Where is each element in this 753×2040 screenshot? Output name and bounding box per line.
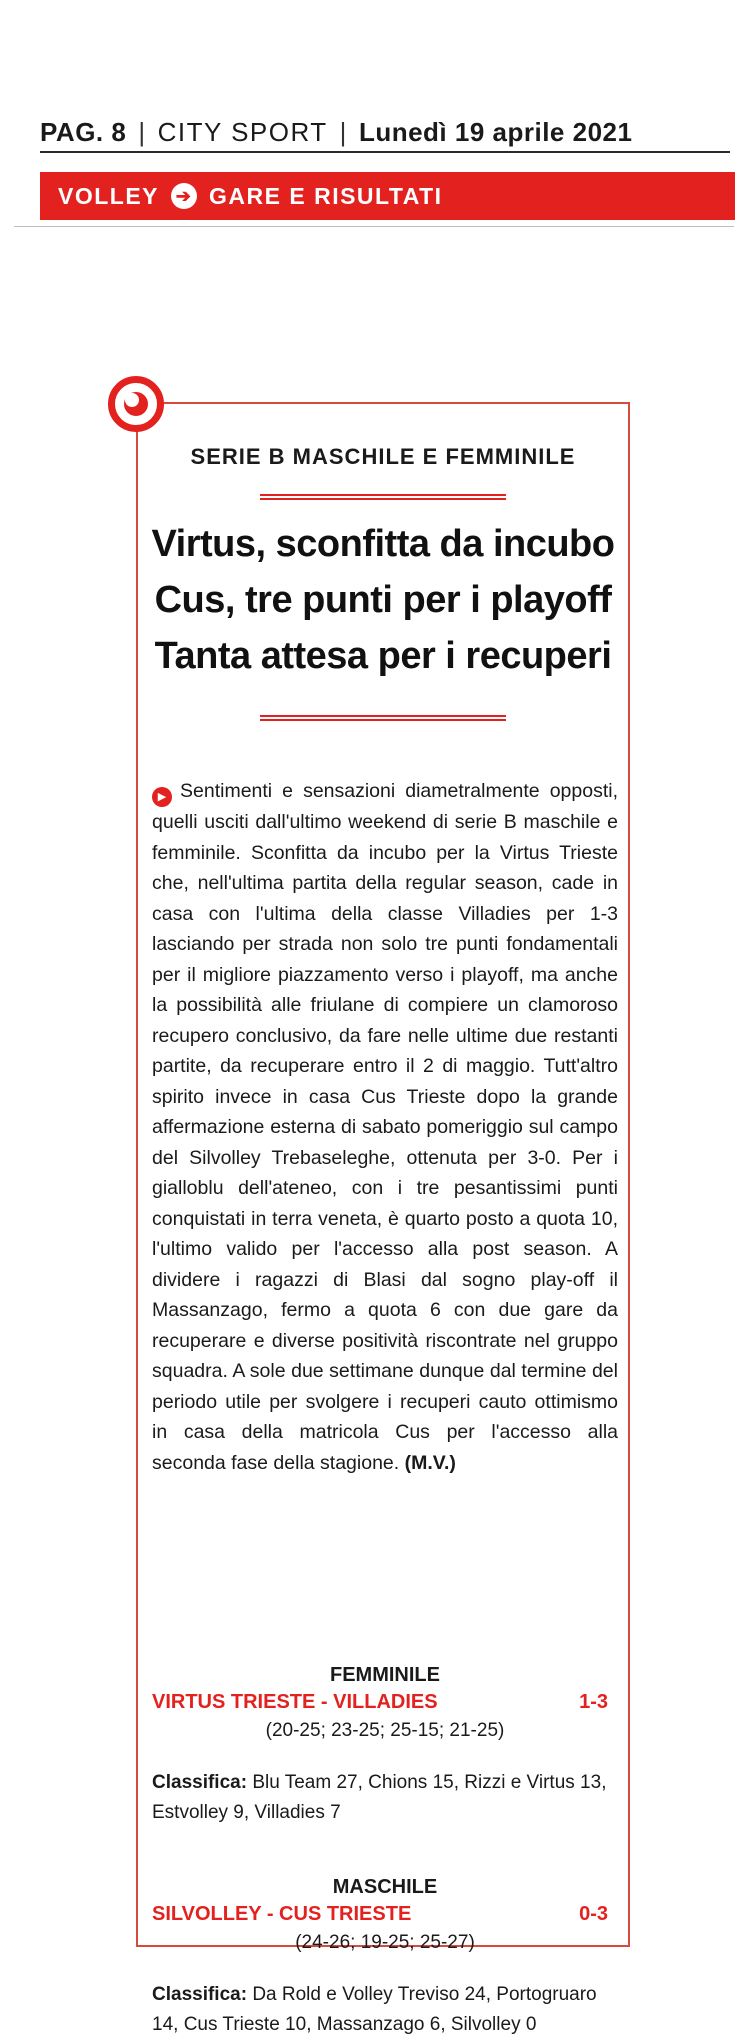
standings-text: Da Rold e Volley Treviso 24, Portogruaro 14, Cus Trieste 10, Massanzago 6, Silvolley 0	[152, 1984, 597, 2035]
arrow-right-icon: ➔	[171, 183, 197, 209]
publication-name: CITY SPORT	[157, 117, 328, 147]
standings-text: Blu Team 27, Chions 15, Rizzi e Virtus 13, Estvolley 9, Villadies 7	[152, 1772, 607, 1823]
category-label: FEMMINILE	[330, 1664, 440, 1686]
match-score: 1-3	[579, 1691, 608, 1713]
kicker-rule	[260, 494, 506, 500]
category-label: MASCHILE	[332, 1876, 438, 1898]
results-maschile	[152, 1874, 618, 2040]
article-headline	[138, 516, 628, 684]
article-box	[136, 402, 630, 2035]
match-row	[152, 1688, 618, 1716]
section-rule	[14, 226, 734, 227]
match-sets: (24-26; 19-25; 25-27)	[295, 1932, 475, 1953]
results-femminile	[152, 1662, 618, 1828]
header-rule	[40, 151, 730, 153]
standings	[152, 1980, 618, 2040]
headline-line: Cus, tre punti per i playoff	[154, 579, 612, 621]
author-signature: (M.V.)	[404, 1451, 456, 1474]
header-separator: |	[339, 117, 347, 147]
headline-line: Virtus, sconfitta da incubo	[151, 523, 615, 565]
section-sport: VOLLEY	[58, 182, 160, 209]
results-section	[152, 1662, 618, 2040]
header-separator: |	[138, 117, 146, 147]
article-body-text: Sentimenti e sensazioni diametralmente opposti, quelli usciti dall'ultimo weekend di serie B maschile e femminile. Sconfitta da incubo per la Virtus Trieste che, nell'ultima partita della regular season, cade in casa con l'ultima della classe Villadies per 1-3 lasciando per strada non solo tre punti fondamentali per il migliore piazzamento verso i playoff, ma anche la possibilità alle friulane di compiere un clamoroso recupero conclusivo, da fare nelle ultime due restanti partite, da recuperare entro il 2 di maggio. Tutt'altro spirito invece in casa Cus Trieste dopo la grande affermazione esterna di sabato pomeriggio sul campo del Silvolley Trebaseleghe, ottenuta per 3-0. Per i gialloblu dell'ateneo, con i tre pesantissimi punti conquistati in terra veneta, è quarto posto a quota 10, l'ultimo valido per l'accesso alla post season. A dividere i ragazzi di Blasi dal sogno play-off il Massanzago, fermo a quota 6 con due gare da recuperare e diverse positività riscontrate nel gruppo squadra. A sole due settimane dunque dal termine del periodo utile per svolgere i recuperi cauto ottimismo in casa della matricola Cus per l'accesso alla seconda fase della stagione.	[152, 780, 618, 1474]
match-teams: VIRTUS TRIESTE - VILLADIES	[152, 1691, 438, 1713]
standings-label: Classifica:	[152, 1772, 248, 1793]
standings	[152, 1768, 618, 1828]
article-kicker: SERIE B MASCHILE E FEMMINILE	[190, 444, 576, 469]
headline-line: Tanta attesa per i recuperi	[154, 635, 612, 677]
target-center	[125, 393, 139, 407]
page-number: PAG. 8	[40, 117, 127, 147]
section-bar	[40, 172, 735, 220]
publication-date: Lunedì 19 aprile 2021	[358, 117, 633, 147]
page-header	[40, 108, 730, 148]
standings-label: Classifica:	[152, 1984, 248, 2005]
headline-rule	[260, 715, 506, 721]
section-title: GARE E RISULTATI	[209, 182, 443, 209]
article-body	[152, 776, 618, 1478]
target-icon	[108, 376, 164, 432]
match-row	[152, 1900, 618, 1928]
match-sets: (20-25; 23-25; 25-15; 21-25)	[265, 1720, 505, 1741]
play-bullet-icon: ▶	[152, 787, 172, 807]
match-teams: SILVOLLEY - CUS TRIESTE	[152, 1903, 412, 1925]
match-score: 0-3	[579, 1903, 608, 1925]
